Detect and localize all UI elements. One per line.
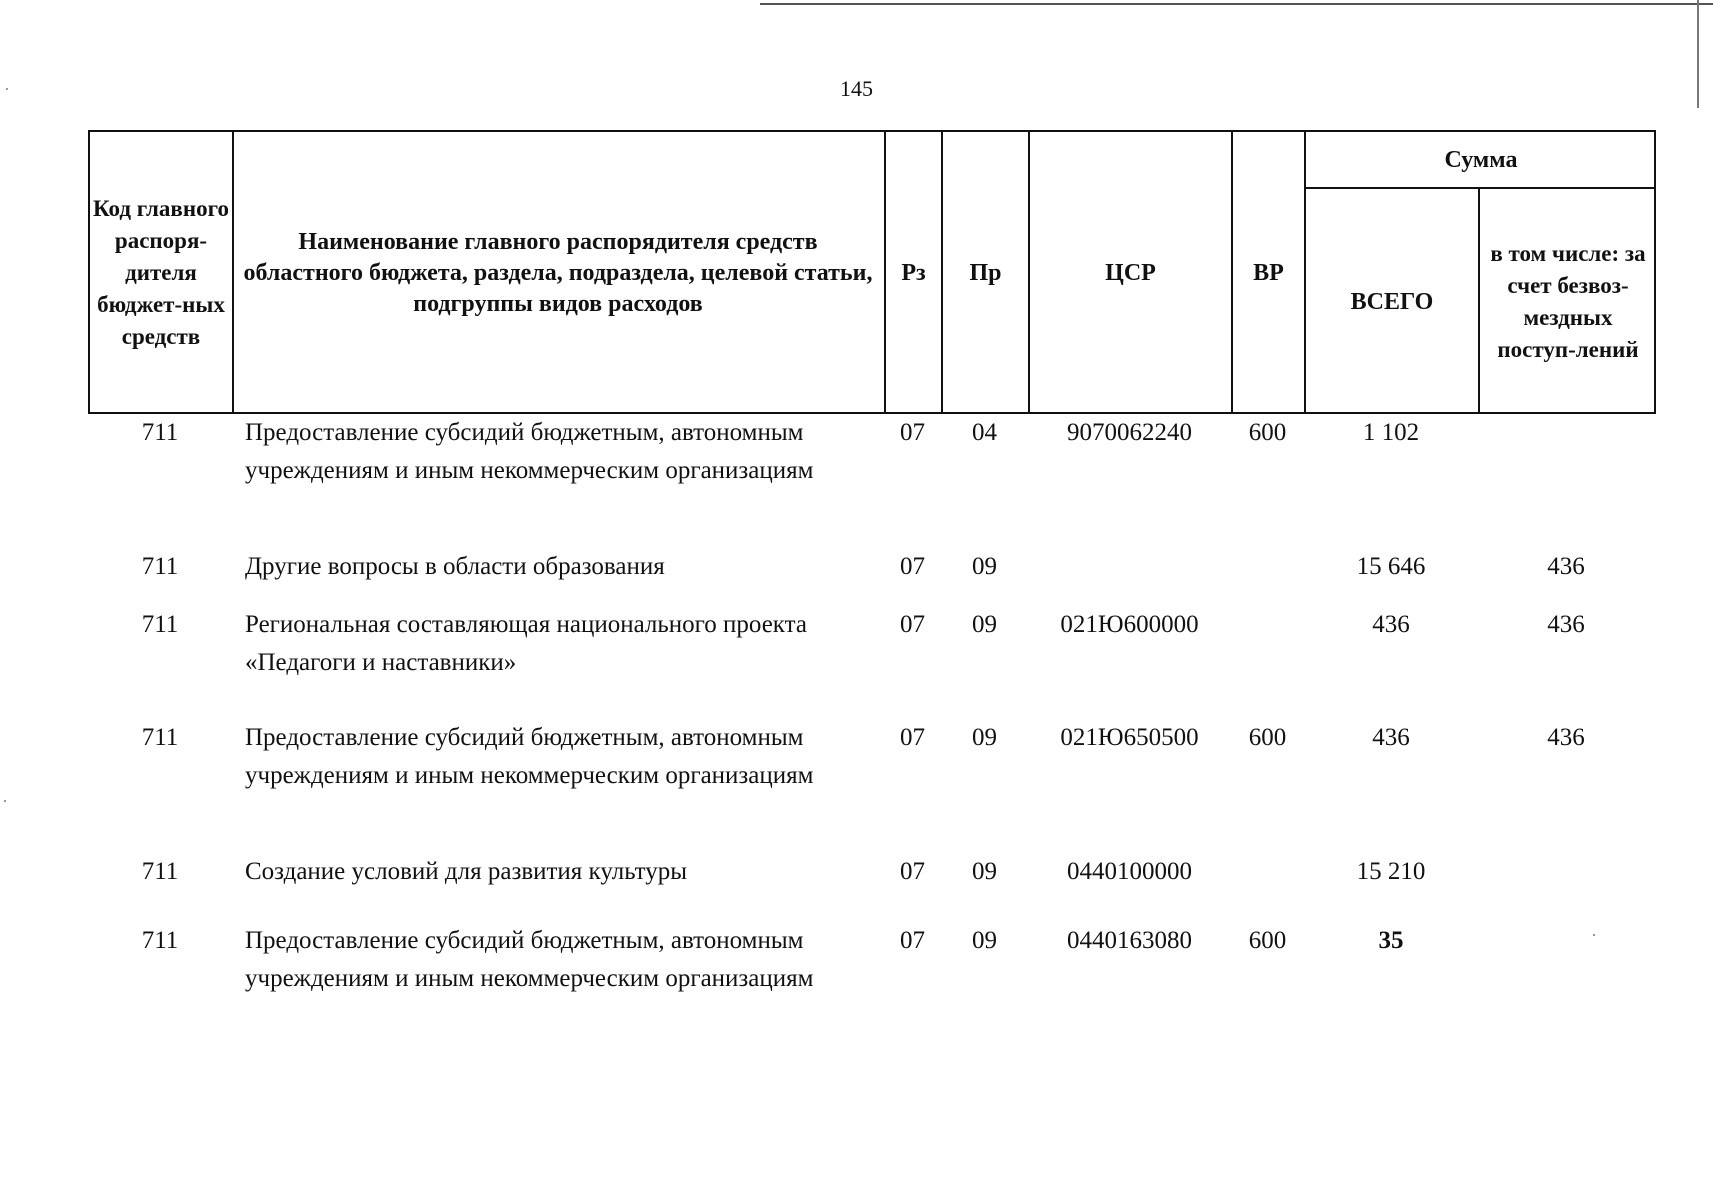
cell-free: 436 (1547, 724, 1585, 751)
scan-speck (6, 88, 8, 90)
cell-rz: 07 (900, 419, 925, 446)
header-pr: Пр (969, 260, 1002, 286)
cell-rz: 07 (900, 858, 925, 885)
cell-name: Предоставление субсидий бюджетным, автономным учреждениям и иным некоммерческим организациям (245, 927, 814, 992)
scan-speck (1593, 934, 1595, 936)
scan-edge-line (760, 3, 1713, 5)
cell-pr: 09 (972, 927, 997, 954)
cell-name: Предоставление субсидий бюджетным, автономным учреждениям и иным некоммерческим организациям (245, 724, 814, 789)
cell-total: 436 (1372, 611, 1410, 638)
column-divider (232, 132, 234, 414)
cell-total: 15 210 (1356, 858, 1426, 885)
header-total: ВСЕГО (1350, 288, 1434, 315)
cell-code: 711 (141, 419, 179, 446)
cell-pr: 04 (972, 419, 997, 446)
cell-vr: 600 (1248, 419, 1287, 446)
cell-code: 711 (141, 858, 179, 885)
header-free: в том числе: за счет безвоз-мездных поступ-лений (1490, 240, 1646, 362)
cell-csr: 0440100000 (1067, 858, 1192, 885)
header-vr: ВР (1253, 260, 1284, 286)
cell-rz: 07 (900, 724, 925, 751)
header-rz: Рз (901, 260, 926, 286)
column-divider (1478, 187, 1480, 414)
cell-code: 711 (141, 724, 179, 751)
header-csr: ЦСР (1105, 260, 1156, 286)
cell-code: 711 (141, 553, 179, 580)
table-header (88, 130, 1656, 414)
cell-csr: 0440163080 (1067, 927, 1192, 954)
cell-pr: 09 (972, 724, 997, 751)
cell-total: 436 (1372, 724, 1410, 751)
cell-csr: 021Ю650500 (1060, 724, 1199, 751)
cell-total: 15 646 (1356, 553, 1426, 580)
cell-pr: 09 (972, 611, 997, 638)
cell-name: Другие вопросы в области образования (245, 553, 665, 580)
cell-pr: 09 (972, 553, 997, 580)
header-name: Наименование главного распорядителя средств областного бюджета, раздела, подраздела, целевой статьи, подгруппы видов расходов (243, 228, 873, 317)
cell-vr: 600 (1248, 927, 1287, 954)
cell-rz: 07 (900, 553, 925, 580)
cell-pr: 09 (972, 858, 997, 885)
cell-name: Региональная составляющая национального проекта «Педагоги и наставники» (245, 611, 807, 676)
cell-code: 711 (141, 927, 179, 954)
cell-free: 436 (1547, 553, 1585, 580)
cell-name: Предоставление субсидий бюджетным, автономным учреждениям и иным некоммерческим организациям (245, 419, 814, 484)
cell-rz: 07 (900, 611, 925, 638)
cell-free: 436 (1547, 611, 1585, 638)
cell-total: 35 (1378, 927, 1404, 954)
cell-csr: 9070062240 (1067, 419, 1192, 446)
header-sum: Сумма (1444, 146, 1518, 173)
page-number: 145 (840, 76, 873, 101)
cell-total: 1 102 (1362, 419, 1420, 446)
cell-vr: 600 (1248, 724, 1287, 751)
cell-rz: 07 (900, 927, 925, 954)
budget-table (88, 130, 1656, 1034)
cell-name: Создание условий для развития культуры (245, 858, 688, 885)
cell-csr: 021Ю600000 (1060, 611, 1199, 638)
cell-code: 711 (141, 611, 179, 638)
scan-speck (4, 800, 6, 802)
header-code: Код главного распоря-дителя бюджет-ных средств (93, 196, 229, 349)
